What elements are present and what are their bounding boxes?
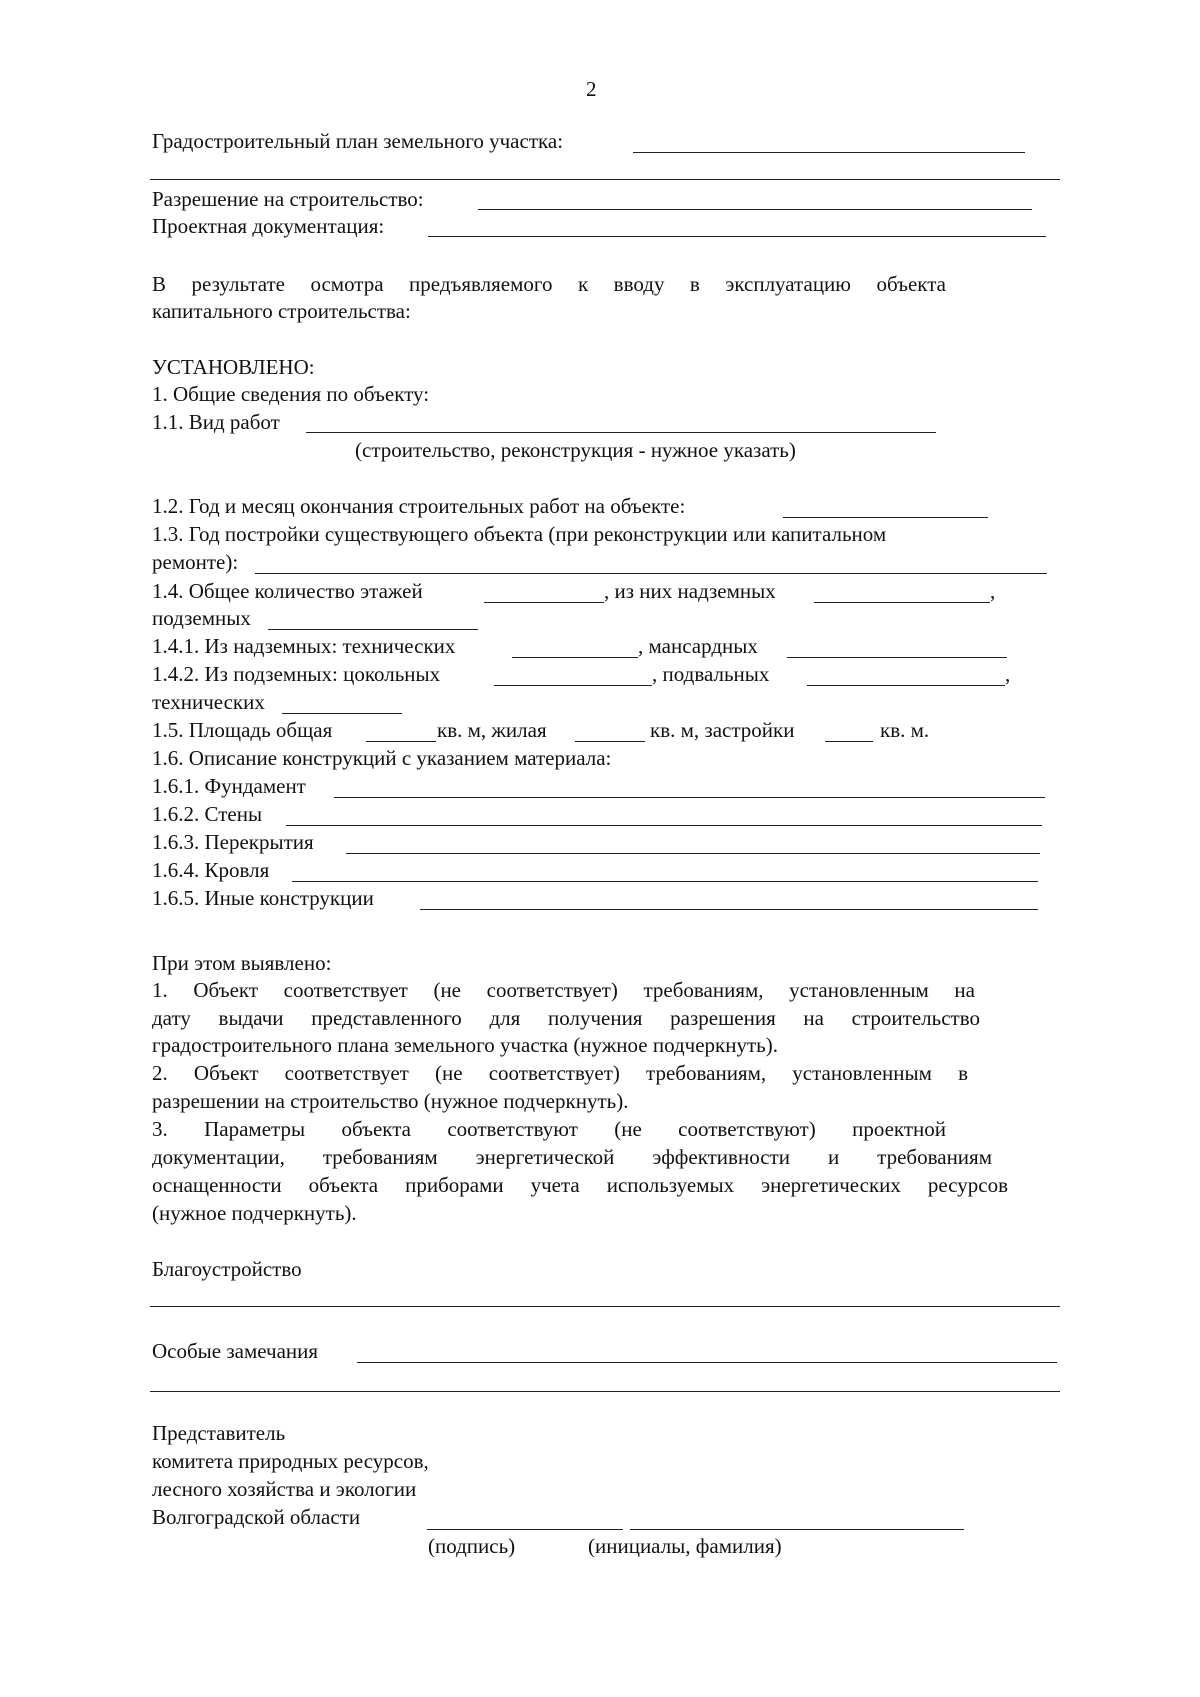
inspection-intro-line1: В результате осмотра предъявляемого к вводу в эксплуатацию объекта bbox=[152, 272, 946, 296]
comma-2: , bbox=[1005, 662, 1011, 686]
technical-above-fill-line bbox=[512, 657, 638, 658]
mansard-fill-line bbox=[787, 657, 1007, 658]
finding-3-line2: документации, требованиям энергетической эффективности и требованиям bbox=[152, 1145, 992, 1169]
finding-2-line2: разрешении на строительство (нужное подчеркнуть). bbox=[152, 1089, 629, 1113]
signatory-line1: Представитель bbox=[152, 1421, 286, 1445]
finding-1-line3: градостроительного плана земельного участка (нужное подчеркнуть). bbox=[152, 1033, 778, 1057]
underground-fill-line bbox=[268, 629, 478, 630]
project-docs-label: Проектная документация: bbox=[152, 214, 385, 238]
cellar-label: , подвальных bbox=[652, 662, 770, 686]
section-1-5-label: 1.5. Площадь общая bbox=[152, 718, 333, 742]
finding-1-line1: 1. Объект соответствует (не соответствует) требованиям, установленным на bbox=[152, 978, 975, 1002]
roof-label: 1.6.4. Кровля bbox=[152, 858, 270, 882]
technical-below-label: технических bbox=[152, 690, 265, 714]
other-constructions-fill-line bbox=[420, 909, 1038, 910]
other-constructions-label: 1.6.5. Иные конструкции bbox=[152, 886, 374, 910]
project-docs-fill-line bbox=[428, 236, 1046, 237]
completion-date-fill-line bbox=[783, 517, 988, 518]
walls-fill-line bbox=[286, 825, 1042, 826]
section-1-4-label: 1.4. Общее количество этажей bbox=[152, 579, 423, 603]
section-1-3-line2: ремонте): bbox=[152, 550, 239, 574]
landscaping-label: Благоустройство bbox=[152, 1257, 302, 1281]
gpzu-label: Градостроительный план земельного участка: bbox=[152, 129, 564, 153]
signature-fill-line bbox=[427, 1529, 623, 1530]
built-area-fill-line bbox=[825, 741, 873, 742]
name-fill-line bbox=[630, 1529, 964, 1530]
gpzu-fill-line bbox=[633, 152, 1025, 153]
foundation-fill-line bbox=[334, 797, 1045, 798]
finding-1-line2: дату выдачи представленного для получения разрешения на строительство bbox=[152, 1006, 980, 1030]
roof-fill-line bbox=[292, 881, 1038, 882]
gpzu-fill-line-2 bbox=[150, 179, 1060, 180]
construction-year-fill-line bbox=[255, 573, 1047, 574]
finding-3-line3: оснащенности объекта приборами учета используемых энергетических ресурсов bbox=[152, 1173, 1008, 1197]
signatory-line2: комитета природных ресурсов, bbox=[152, 1449, 429, 1473]
established-title: УСТАНОВЛЕНО: bbox=[152, 355, 315, 379]
comma-1: , bbox=[990, 579, 996, 603]
permit-label: Разрешение на строительство: bbox=[152, 187, 424, 211]
finding-2-line1: 2. Объект соответствует (не соответствует) требованиям, установленным в bbox=[152, 1061, 968, 1085]
work-type-hint: (строительство, реконструкция - нужное указать) bbox=[355, 438, 796, 462]
finding-3-line1: 3. Параметры объекта соответствуют (не соответствуют) проектной bbox=[152, 1117, 946, 1141]
living-area-fill-line bbox=[575, 741, 645, 742]
name-hint: (инициалы, фамилия) bbox=[588, 1534, 782, 1558]
remarks-label: Особые замечания bbox=[152, 1339, 319, 1363]
signatory-line3: лесного хозяйства и экологии bbox=[152, 1477, 417, 1501]
sqm-label: кв. м. bbox=[880, 718, 930, 742]
inspection-intro-line2: капитального строительства: bbox=[152, 299, 411, 323]
landscaping-fill-line bbox=[150, 1306, 1060, 1307]
section-1-4-1-label: 1.4.1. Из надземных: технических bbox=[152, 634, 456, 658]
walls-label: 1.6.2. Стены bbox=[152, 802, 263, 826]
remarks-fill-line-2 bbox=[150, 1391, 1060, 1392]
permit-fill-line bbox=[478, 209, 1032, 210]
work-type-fill-line bbox=[306, 432, 936, 433]
mansard-label: , мансардных bbox=[638, 634, 758, 658]
remarks-fill-line bbox=[357, 1362, 1057, 1363]
signatory-line4: Волгоградской области bbox=[152, 1505, 361, 1529]
basement-fill-line bbox=[494, 685, 652, 686]
page-number: 2 bbox=[586, 77, 597, 101]
underground-label: подземных bbox=[152, 606, 251, 630]
above-ground-fill-line bbox=[814, 602, 990, 603]
section-1-4-2-label: 1.4.2. Из подземных: цокольных bbox=[152, 662, 441, 686]
floors-fill-line bbox=[346, 853, 1040, 854]
signature-hint: (подпись) bbox=[428, 1534, 516, 1558]
floors-label: 1.6.3. Перекрытия bbox=[152, 830, 314, 854]
finding-3-line4: (нужное подчеркнуть). bbox=[152, 1201, 357, 1225]
foundation-label: 1.6.1. Фундамент bbox=[152, 774, 306, 798]
cellar-fill-line bbox=[807, 685, 1005, 686]
above-ground-label: , из них надземных bbox=[604, 579, 776, 603]
living-area-label: кв. м, жилая bbox=[437, 718, 547, 742]
built-area-label: кв. м, застройки bbox=[650, 718, 795, 742]
section-1-heading: 1. Общие сведения по объекту: bbox=[152, 382, 430, 406]
total-area-fill-line bbox=[366, 741, 436, 742]
section-1-2-label: 1.2. Год и месяц окончания строительных работ на объекте: bbox=[152, 494, 686, 518]
section-1-6-heading: 1.6. Описание конструкций с указанием материала: bbox=[152, 746, 612, 770]
section-1-1-label: 1.1. Вид работ bbox=[152, 410, 280, 434]
findings-title: При этом выявлено: bbox=[152, 951, 332, 975]
total-floors-fill-line bbox=[484, 602, 604, 603]
technical-below-fill-line bbox=[282, 713, 402, 714]
section-1-3-line1: 1.3. Год постройки существующего объекта (при реконструкции или капитальном bbox=[152, 522, 887, 546]
